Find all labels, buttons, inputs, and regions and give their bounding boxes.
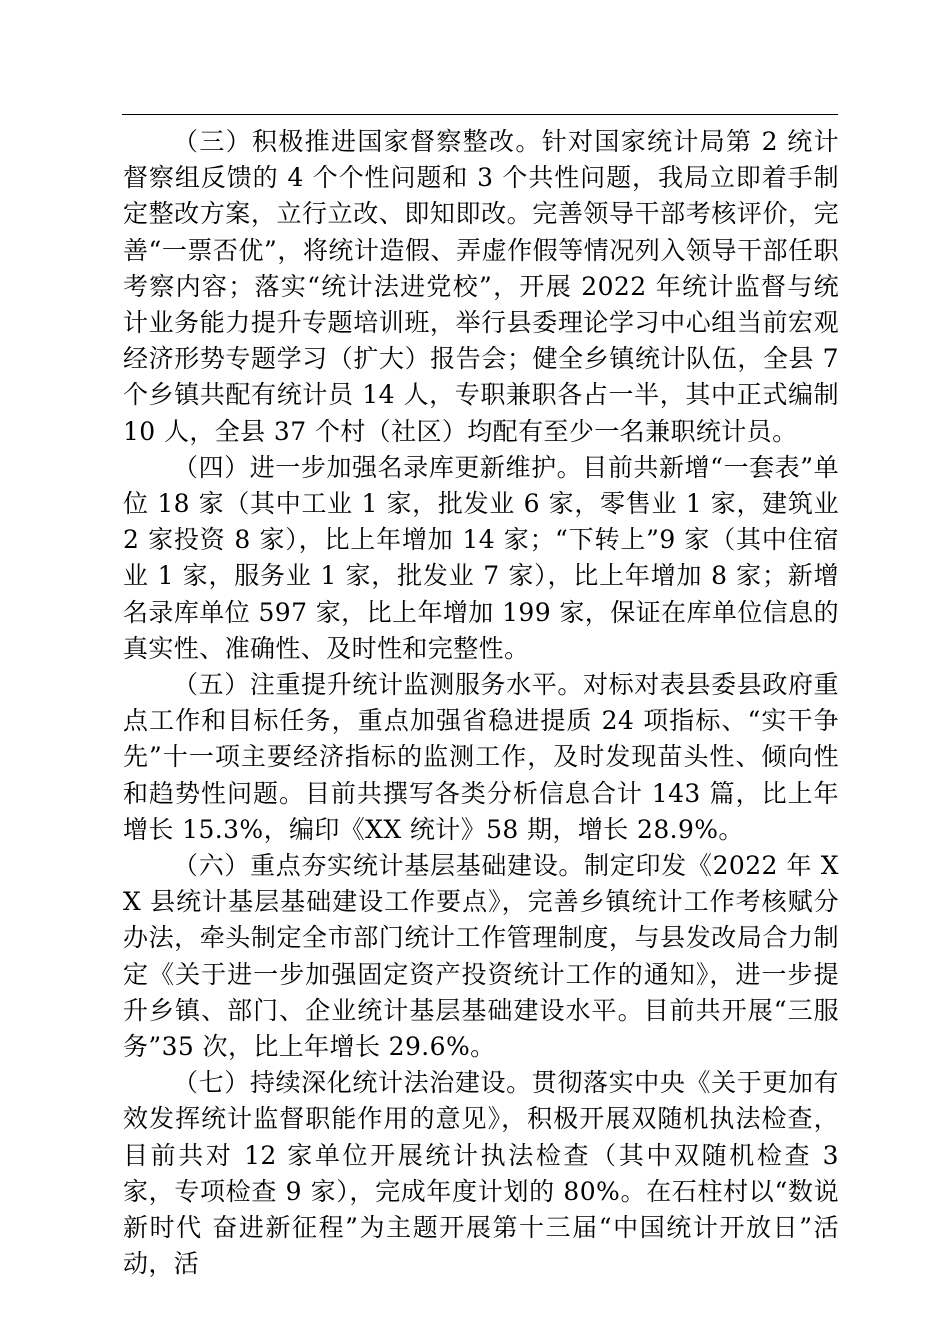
document-body [123,124,839,1283]
header-rule [122,114,838,115]
paragraph-6-grassroots-construction: （六）重点夯实统计基层基础建设。制定印发《2022 年 XX 县统计基层基础建设工作要点》，完善乡镇统计工作考核赋分办法，牵头制定全市部门统计工作管理制度，与县发改局合力制定《关于进一步加强固定资产投资统计工作的通知》，进一步提升乡镇、部门、企业统计基层基础建设水平。目前共开展“三服务”35 次，比上年增长 29.6%。 [123,851,839,1062]
paragraph-3-inspection-rectification: （三）积极推进国家督察整改。针对国家统计局第 2 统计督察组反馈的 4 个个性问题和 3 个共性问题，我局立即着手制定整改方案，立行立改、即知即改。完善领导干部考核评价，完善“一票否优”，将统计造假、弄虚作假等情况列入领导干部任职考察内容；落实“统计法进党校”，开展 2022 年统计监督与统计业务能力提升专题培训班，举行县委理论学习中心组当前宏观经济形势专题学习（扩大）报告会；健全乡镇统计队伍，全县 7 个乡镇共配有统计员 14 人，专职兼职各占一半，其中正式编制 10 人，全县 37 个村（社区）均配有至少一名兼职统计员。 [123,127,839,446]
paragraph-5-monitoring-service: （五）注重提升统计监测服务水平。对标对表县委县政府重点工作和目标任务，重点加强省稳进提质 24 项指标、“实干争先”十一项主要经济指标的监测工作，及时发现苗头性、倾向性和趋势性问题。目前共撰写各类分析信息合计 143 篇，比上年增长 15.3%，编印《XX 统计》58 期，增长 28.9%。 [123,670,839,844]
paragraph-4-directory-update: （四）进一步加强名录库更新维护。目前共新增“一套表”单位 18 家（其中工业 1 家，批发业 6 家，零售业 1 家，建筑业 2 家投资 8 家），比上年增加 14 家；“下转上”9 家（其中住宿业 1 家，服务业 1 家，批发业 7 家），比上年增加 8 家；新增名录库单位 597 家，比上年增加 199 家，保证在库单位信息的真实性、准确性、及时性和完整性。 [123,452,839,663]
paragraph-7-rule-of-law: （七）持续深化统计法治建设。贯彻落实中央《关于更加有效发挥统计监督职能作用的意见》，积极开展双随机执法检查，目前共对 12 家单位开展统计执法检查（其中双随机检查 3 家，专项检查 9 家），完成年度计划的 80%。在石柱村以“数说新时代 奋进新征程”为主题开展第十三届“中国统计开放日”活动，活 [123,1068,839,1279]
